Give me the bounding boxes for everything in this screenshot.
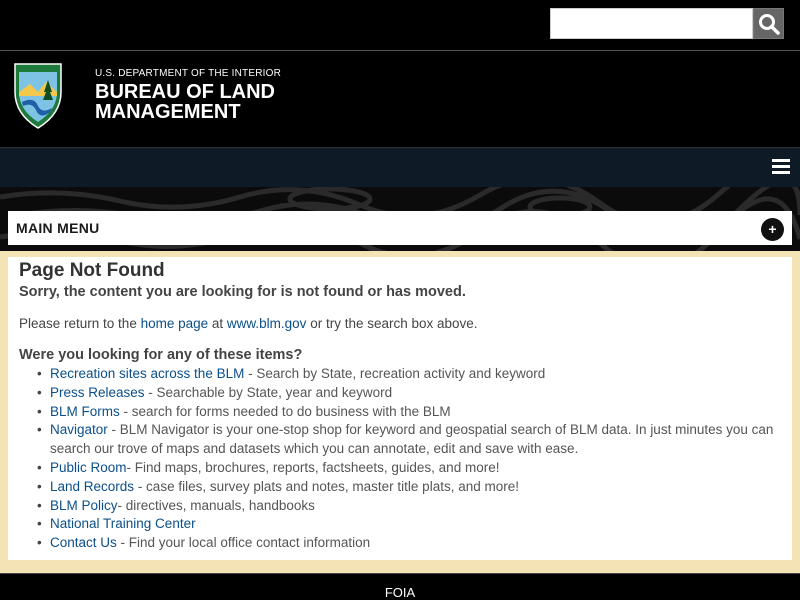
return-mid: at [208, 316, 227, 331]
department-label: U.S. DEPARTMENT OF THE INTERIOR [95, 68, 282, 79]
content-panel [8, 257, 792, 560]
list-item [19, 459, 780, 478]
top-bar [0, 0, 800, 51]
content-frame [0, 251, 800, 573]
foia-link[interactable]: FOIA [384, 585, 416, 600]
item-description: - BLM Navigator is your one-stop shop for keyword and geospatial search of BLM data. In just minutes you can search our trove of maps and datasets which you can annotate, edit and save with ease. [50, 422, 774, 457]
blm-site-link[interactable]: www.blm.gov [226, 316, 307, 331]
list-item [19, 403, 780, 422]
item-description: - directives, manuals, handbooks [117, 497, 315, 513]
contact-us-link[interactable]: Contact Us [50, 535, 117, 551]
land-records-link[interactable]: Land Records [50, 478, 135, 494]
suggestions-list [19, 365, 780, 553]
agency-name[interactable] [95, 82, 315, 122]
list-item [19, 365, 780, 384]
item-description: - Find your local office contact information [116, 535, 371, 551]
blm-logo-icon[interactable] [14, 62, 62, 130]
public-room-link[interactable]: Public Room [50, 459, 127, 475]
search-button[interactable] [753, 8, 784, 39]
list-item [19, 497, 780, 516]
list-item [19, 478, 780, 497]
list-item [19, 534, 780, 553]
nav-bar [0, 147, 800, 187]
recreation-sites-link[interactable]: Recreation sites across the BLM [50, 366, 245, 381]
return-prefix: Please return to the [19, 316, 141, 331]
return-suffix: or try the search box above. [306, 316, 478, 331]
list-item [19, 384, 780, 403]
item-description: - search for forms needed to do business with the BLM [119, 403, 451, 419]
search-input[interactable] [550, 8, 753, 39]
item-description: - Search by State, recreation activity and keyword [244, 366, 546, 381]
return-message [19, 315, 780, 333]
page-subtitle: Sorry, the content you are looking for is not found or has moved. [19, 284, 466, 300]
agency-name-line2: MANAGEMENT [95, 101, 241, 123]
main-menu-expand-button[interactable]: + [761, 218, 784, 241]
item-description: - Searchable by State, year and keyword [144, 384, 393, 400]
list-item [19, 515, 780, 534]
agency-name-line1: BUREAU OF LAND [95, 81, 275, 103]
main-menu-bar[interactable] [8, 211, 792, 245]
page-title: Page Not Found [19, 260, 165, 281]
home-page-link[interactable]: home page [140, 316, 209, 331]
press-releases-link[interactable]: Press Releases [50, 384, 145, 400]
item-description: - case files, survey plats and notes, master title plats, and more! [134, 478, 519, 494]
hamburger-icon[interactable] [772, 159, 790, 175]
navigator-link[interactable]: Navigator [50, 422, 108, 438]
main-menu-label: MAIN MENU [16, 220, 100, 236]
list-item [19, 421, 780, 459]
national-training-center-link[interactable]: National Training Center [50, 516, 196, 532]
blm-policy-link[interactable]: BLM Policy [50, 497, 118, 513]
blm-forms-link[interactable]: BLM Forms [50, 403, 120, 419]
item-description: - Find maps, brochures, reports, factsheets, guides, and more! [126, 459, 500, 475]
site-footer [0, 573, 800, 600]
site-header [0, 52, 800, 147]
suggestions-heading: Were you looking for any of these items? [19, 347, 303, 363]
search-icon [758, 13, 780, 35]
